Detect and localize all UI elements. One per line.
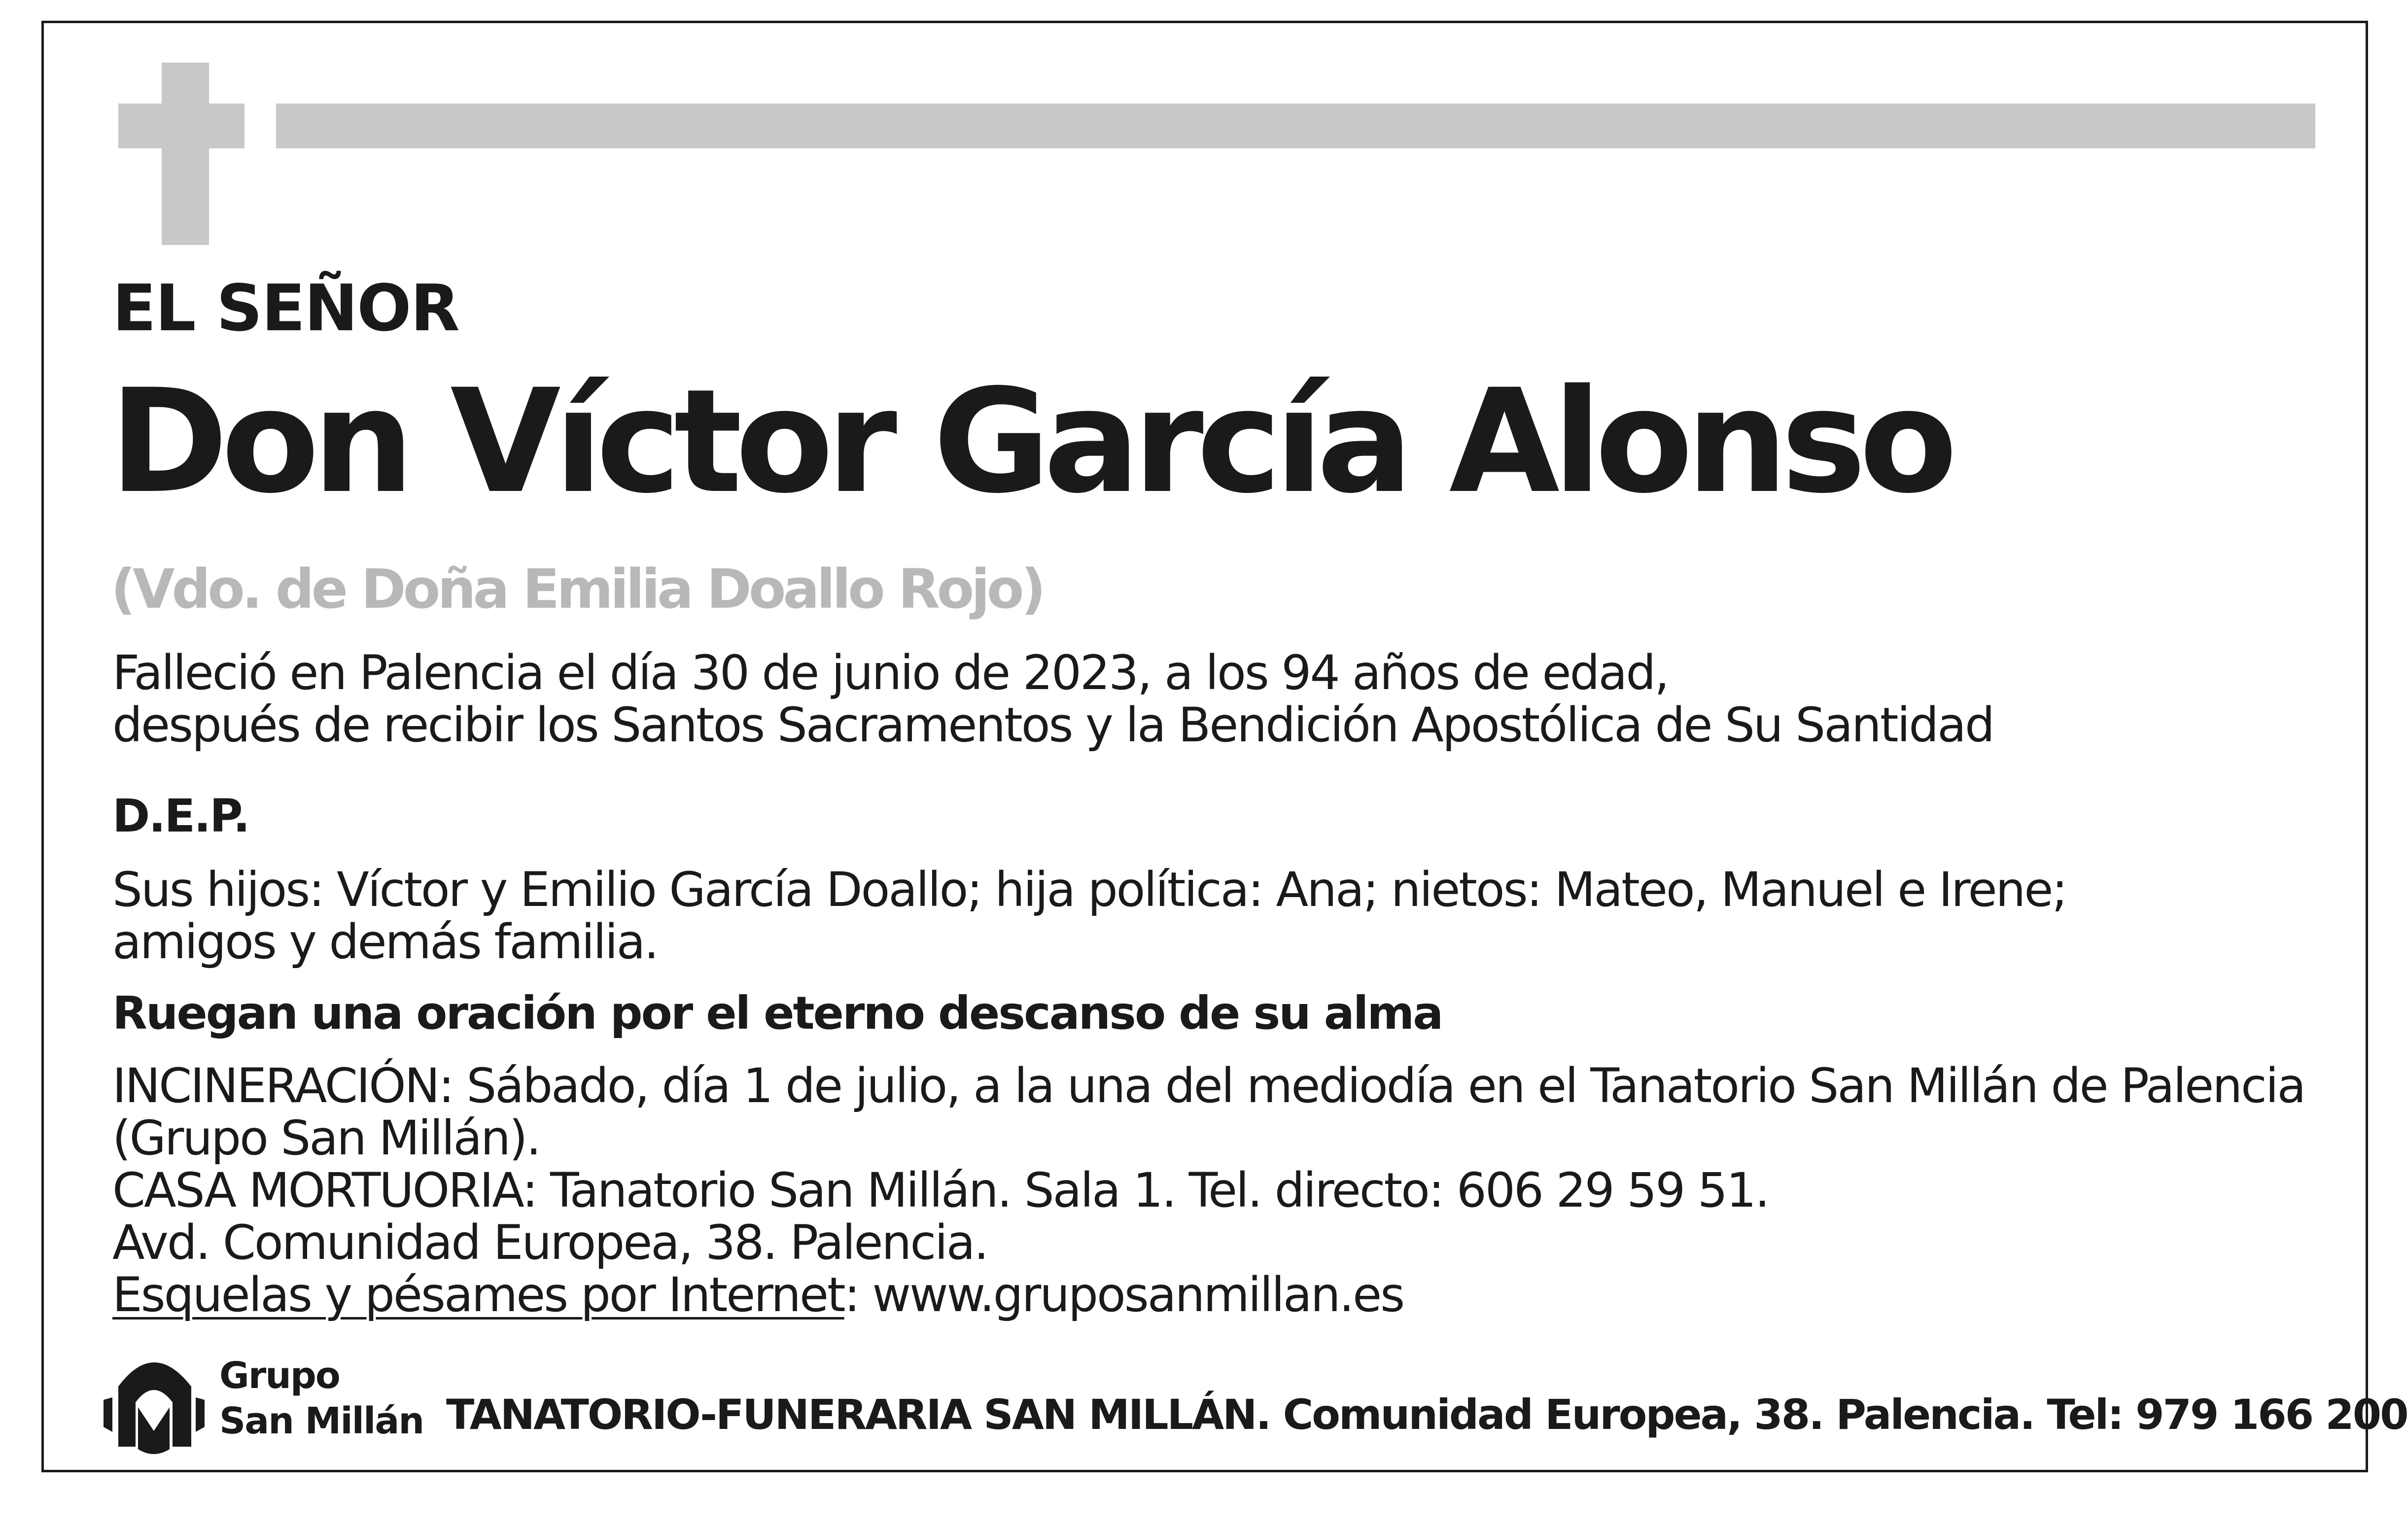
family-line-2: amigos y demás familia. bbox=[112, 914, 658, 970]
logo-line-1: Grupo bbox=[219, 1354, 340, 1397]
family-line-1: Sus hijos: Víctor y Emilio García Doallo; hija política: Ana; nietos: Mateo, Manuel e Irene; bbox=[112, 862, 2066, 917]
deceased-name: Don Víctor García Alonso bbox=[109, 359, 1951, 525]
death-notice-line-1: Falleció en Palencia el día 30 de junio de 2023, a los 94 años de edad, bbox=[112, 645, 1668, 700]
prayer-request: Ruegan una oración por el eterno descanso de su alma bbox=[112, 987, 1442, 1040]
funeral-home-line: CASA MORTUORIA: Tanatorio San Millán. Sala 1. Tel. directo: 606 29 59 51. bbox=[112, 1163, 1769, 1218]
address-line: Avd. Comunidad Europea, 38. Palencia. bbox=[112, 1215, 988, 1270]
logo-line-2: San Millán bbox=[219, 1400, 424, 1442]
cross-horizontal-bar bbox=[118, 104, 244, 148]
grupo-san-millan-logo-icon bbox=[99, 1348, 209, 1457]
cross-vertical-bar bbox=[162, 63, 209, 245]
death-notice-line-2: después de recibir los Santos Sacramentos y la Bendición Apostólica de Su Santidad bbox=[112, 697, 1993, 753]
honorific-title: EL SEÑOR bbox=[112, 271, 459, 346]
footer-contact: TANATORIO-FUNERARIA SAN MILLÁN. Comunidad Europea, 38. Palencia. Tel: 979 166 200 bbox=[446, 1390, 2408, 1439]
widower-note: (Vdo. de Doña Emilia Doallo Rojo) bbox=[111, 557, 1043, 621]
dep-label: D.E.P. bbox=[112, 790, 249, 842]
cremation-details-line-1: INCINERACIÓN: Sábado, día 1 de julio, a la una del mediodía en el Tanatorio San Millán de Palencia bbox=[112, 1058, 2305, 1113]
decorative-header-bar bbox=[276, 104, 2315, 148]
internet-line bbox=[112, 1269, 1403, 1321]
logo-wordmark bbox=[219, 1353, 423, 1444]
website-text: : www.gruposanmillan.es bbox=[844, 1267, 1404, 1322]
internet-link[interactable]: Esquelas y pésames por Internet bbox=[112, 1267, 844, 1322]
cremation-details-line-2: (Grupo San Millán). bbox=[112, 1111, 540, 1166]
